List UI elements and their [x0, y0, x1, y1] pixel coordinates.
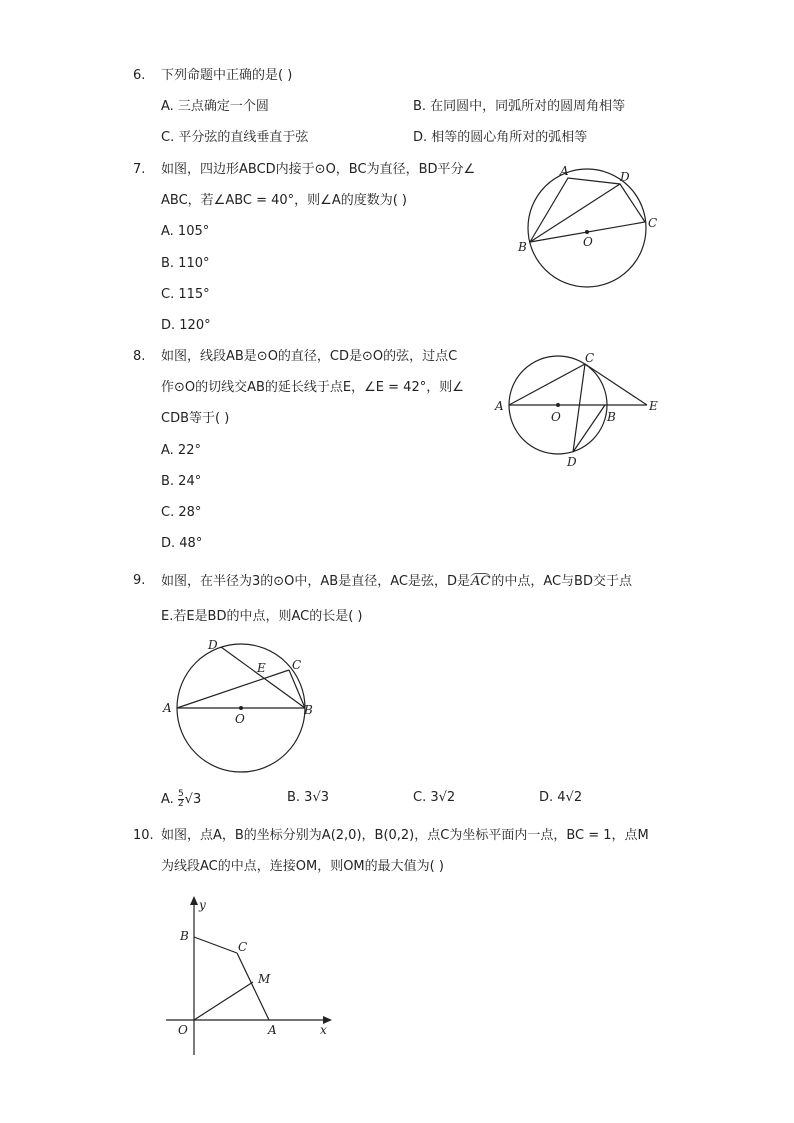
- q8-option-d: D. 48°: [161, 536, 203, 551]
- q9-option-d: D. 4√2: [539, 790, 583, 805]
- q8-number: 8.: [133, 349, 146, 364]
- q10-stem-line2: 为线段AC的中点，连接OM，则OM的最大值为( ): [161, 859, 444, 874]
- q10-label-c: C: [238, 940, 248, 954]
- q9-label-b: B: [304, 703, 313, 717]
- q8-stem-line3: CDB等于( ): [161, 411, 230, 426]
- q8-option-a: A. 22°: [161, 443, 201, 458]
- q10-segment-ca: [237, 953, 269, 1020]
- q9-option-c: C. 3√2: [413, 790, 456, 805]
- q7-label-b: B: [518, 240, 527, 254]
- q6-option-d: D. 相等的圆心角所对的弧相等: [413, 130, 588, 145]
- q9-label-a: A: [163, 701, 172, 715]
- q8-option-b: B. 24°: [161, 474, 202, 489]
- q10-label-x: x: [320, 1023, 327, 1037]
- q8-label-o: O: [551, 410, 561, 424]
- q9-stem-part1: 如图，在半径为3的⊙O中，AB是直径，AC是弦，D是: [161, 574, 470, 589]
- q9-label-d: D: [208, 638, 218, 652]
- q7-option-d: D. 120°: [161, 318, 211, 333]
- q7-option-c: C. 115°: [161, 287, 210, 302]
- q10-label-m: M: [258, 972, 271, 986]
- q9-label-e: E: [257, 661, 266, 675]
- q9-option-b: B. 3√3: [287, 790, 330, 805]
- q9-stem-line2: E.若E是BD的中点，则AC的长是( ): [161, 609, 363, 624]
- q9-fraction-denominator: 2: [177, 799, 184, 809]
- q7-label-d: D: [620, 170, 630, 184]
- q6-number: 6.: [133, 68, 146, 83]
- q7-option-a: A. 105°: [161, 224, 210, 239]
- q7-stem-line1: 如图，四边形ABCD内接于⊙O，BC为直径，BD平分∠: [161, 162, 476, 177]
- q7-label-o: O: [583, 235, 593, 249]
- q10-segment-om: [194, 982, 253, 1020]
- q9-label-c: C: [292, 658, 302, 672]
- q6-option-b: B. 在同圆中，同弧所对的圆周角相等: [413, 99, 626, 114]
- q10-label-y: y: [199, 898, 206, 912]
- q8-stem-line1: 如图，线段AB是⊙O的直径，CD是⊙O的弦，过点C: [161, 349, 458, 364]
- q9-stem-part2: 的中点，AC与BD交于点: [491, 574, 632, 589]
- q8-label-c: C: [585, 351, 595, 365]
- q6-option-c: C. 平分弦的直线垂直于弦: [161, 130, 309, 145]
- q10-stem-line1: 如图，点A，B的坐标分别为A(2,0)，B(0,2)，点C为坐标平面内一点，BC = 1，点M: [161, 828, 649, 843]
- q8-label-e: E: [649, 399, 658, 413]
- q9-label-o: O: [235, 712, 245, 726]
- q7-option-b: B. 110°: [161, 256, 210, 271]
- q9-fraction-numerator: 5: [177, 789, 184, 799]
- q6-stem: 下列命题中正确的是( ): [161, 68, 293, 83]
- q8-option-c: C. 28°: [161, 505, 202, 520]
- q10-y-axis-arrow: [190, 896, 198, 905]
- q10-label-a: A: [268, 1023, 277, 1037]
- q9-number: 9.: [133, 573, 146, 588]
- q8-label-b: B: [607, 410, 616, 424]
- q10-label-o: O: [178, 1023, 188, 1037]
- q8-stem-line2: 作⊙O的切线交AB的延长线于点E，∠E = 42°，则∠: [161, 380, 464, 395]
- q9-option-a-label: A.: [161, 792, 174, 807]
- q7-label-a: A: [560, 164, 569, 178]
- q9-option-a-root: √3: [184, 792, 202, 807]
- q8-label-d: D: [567, 455, 577, 469]
- q10-label-b: B: [180, 929, 189, 943]
- q10-number: 10.: [133, 828, 154, 843]
- q10-segment-bc: [194, 937, 237, 953]
- q7-number: 7.: [133, 162, 146, 177]
- q9-arc-label: AC: [470, 574, 491, 589]
- q7-stem-line2: ABC，若∠ABC = 40°，则∠A的度数为( ): [161, 193, 407, 208]
- q8-label-a: A: [495, 399, 504, 413]
- q7-label-c: C: [648, 216, 658, 230]
- q6-option-a: A. 三点确定一个圆: [161, 99, 269, 114]
